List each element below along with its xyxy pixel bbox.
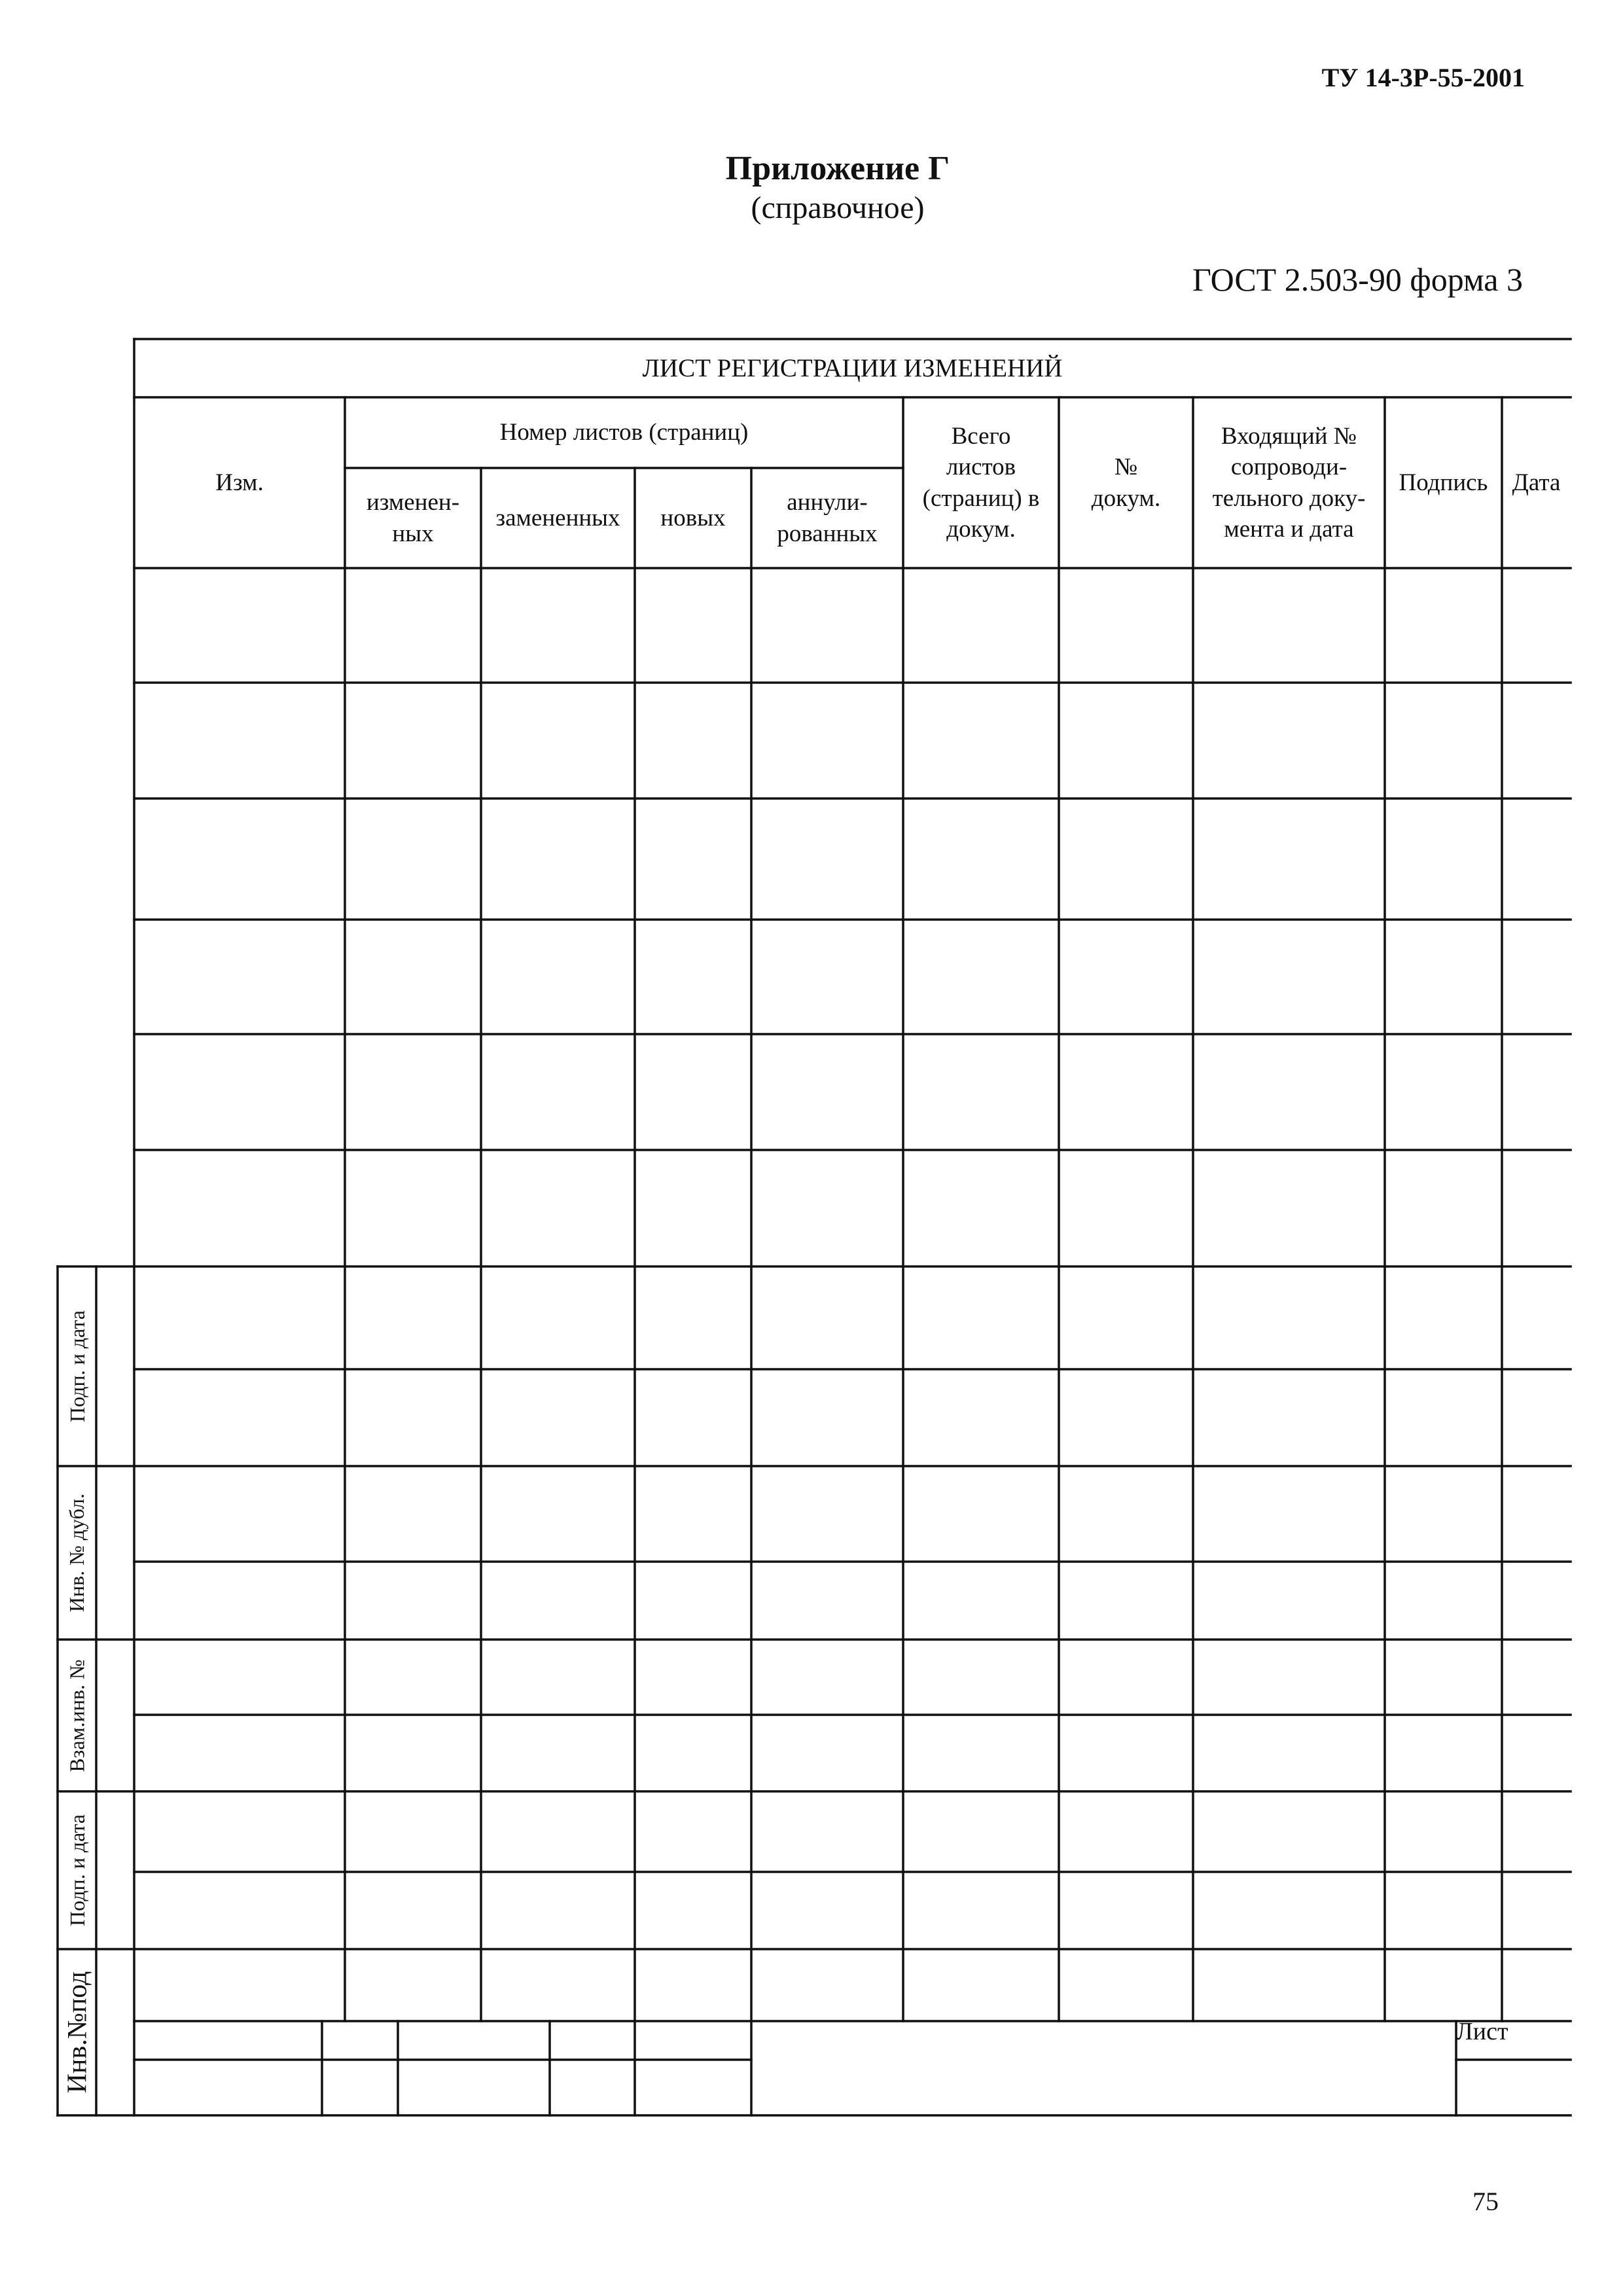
header-izm: Изм. (215, 469, 264, 496)
appendix-title: Приложение Г (725, 150, 950, 187)
page-number: 75 (1472, 2187, 1499, 2216)
header-doc-number: № докум. (1091, 454, 1161, 512)
side-inv-dup: Инв. № дубл. (65, 1493, 89, 1613)
header-replaced: замененных (495, 504, 620, 531)
document-code: ТУ 14-3Р-55-2001 (1321, 63, 1525, 92)
header-annulled: аннули- рованных (777, 489, 878, 547)
side-sign-date-1: Подп. и дата (65, 1310, 89, 1422)
appendix-subtitle: (справочное) (751, 190, 925, 225)
form-reference: ГОСТ 2.503-90 форма 3 (1192, 261, 1523, 298)
header-date: Дата (1512, 469, 1561, 496)
side-replace-inv: Взам.инв. № (65, 1659, 89, 1772)
table-title: ЛИСТ РЕГИСТРАЦИИ ИЗМЕНЕНИЙ (642, 353, 1063, 382)
header-new: новых (660, 504, 726, 531)
side-inv-orig: Инв.№под (62, 1971, 93, 2094)
side-sign-date-2: Подп. и дата (65, 1814, 89, 1926)
header-total-sheets: Всего листов (страниц) в докум. (922, 422, 1040, 543)
header-changed: изменен- ных (366, 489, 460, 547)
title-block-sheet-label: Лист (1456, 2018, 1508, 2045)
header-incoming-doc: Входящий № сопроводи- тельного доку- мента и дата (1212, 422, 1366, 543)
header-signature: Подпись (1399, 469, 1488, 496)
header-sheet-numbers-group: Номер листов (страниц) (499, 419, 749, 446)
